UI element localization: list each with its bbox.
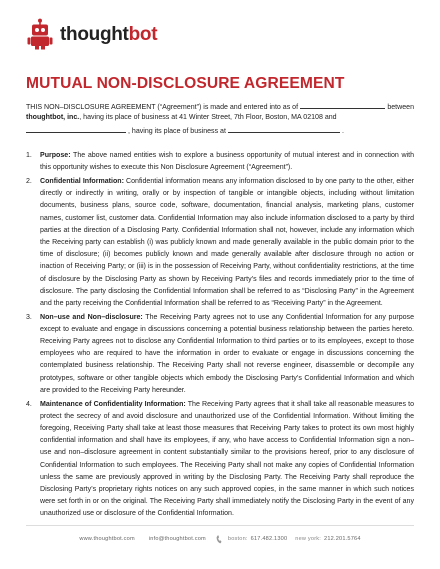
logo-wordmark — [60, 25, 157, 44]
footer-boston-label: boston: — [227, 536, 248, 542]
clause-text: The Receiving Party agrees that it shall take all reasonable measures to protect the secrecy of and avoid disclosure and unauthorized use of the Confidential Information. Without limiting the foregoing, Receiving Party shall take at least those measures that Receiving Party takes to protect its own most highly confidential information and shall have its employees, if any, who have access to Confidential Information sign a non–use and non–disclosure agreement in content substantially similar to the provisions hereof, prior to any disclosure of Confidential Information to such employees. The Receiving Party shall not make any copies of Confidential Information unless the same are previously approved in writing by the Disclosing Party. The Receiving Party shall reproduce the Disclosing Party’s proprietary rights notices on any such approved copies, in the same manner in which such notices were set forth in or on the original. The Receiving Party shall immediately notify the Disclosing Party in the event of any unauthorized use or disclosure of the Confidential Information. — [40, 400, 414, 518]
footer-newyork-label: new york: — [295, 536, 322, 542]
clause-heading: Confidential Information: — [40, 177, 124, 185]
counterparty-address-blank-field[interactable] — [228, 124, 340, 133]
clause-purpose — [26, 150, 414, 174]
footer-boston-phone: 617.482.1300 — [250, 536, 288, 542]
intro-line-3 — [26, 124, 414, 136]
footer-newyork-phone: 212.201.5764 — [324, 536, 361, 542]
intro-text-2: , having its place of business at 41 Winter Street, 7th Floor, Boston, MA 02108 and — [79, 114, 337, 122]
clause-text: The above named entities wish to explore a business opportunity of mutual interest and in connection with this opportunity wishes to execute this Non Disclosure Agreement (“Agreement”). — [40, 152, 414, 172]
intro-text-1b: between — [387, 104, 414, 111]
clause-text: The Receiving Party agrees not to use any Confidential Information for any purpose except to evaluate and engage in discussions concerning a potential business relationship between the parties hereto. Receiving Party agrees not to disclose any Confidential Information to third parties or to its employees, except to those employees who are required to have the information in order to evaluate or engage in discussions concerning the contemplated business relationship. The Receiving Party shall not reverse engineer, disassemble or decompile any prototypes, software or other tangible objects which embody the Disclosing Party’s Confidential Information and which are provided to the Receiving Party hereunder. — [40, 313, 415, 394]
thoughtbot-logo — [26, 18, 157, 50]
clause-list — [26, 150, 414, 522]
intro-text-1a: THIS NON–DISCLOSURE AGREEMENT (“Agreement”) is made and entered into as of — [26, 104, 299, 111]
clause-number: 3. — [26, 313, 32, 321]
clause-confidential-information — [26, 176, 414, 310]
intro-text-3b: . — [341, 128, 344, 136]
intro-text-3a: , having its place of business at — [128, 128, 226, 136]
clause-number: 4. — [26, 400, 32, 408]
logo-text-thought: thought — [60, 23, 129, 45]
phone-icon — [216, 535, 222, 544]
date-blank-field[interactable] — [300, 100, 385, 109]
clause-text: Confidential information means any information disclosed to by one party to the other, either directly or indirectly in writing, orally or by inspection of tangible or intangible objects, including without limitation documents, business plans, source code, software, documentation, financial analysis, marketing plans, customer names, customer list, customer data. Confidential Information may also include information disclosed to a party by third parties at the direction of a Disclosing Party. Confidential Information shall not, however, include any information which the Receiving party can establish (i) was publicly known and made generally available in the public domain prior to the time of disclosure; (ii) becomes publicly known and made generally available after disclosure through no action or inaction of Receiving Party; or (iii) is in the possession of Receiving Party, without confidentiality restrictions, at the time of disclosure by the Disclosing Party as shown by Receiving Party’s files and records immediately prior to the time of disclosure. The party disclosing the Confidential Information shall be referred to as “Disclosing Party” in the Agreement and the party receiving the Confidential Information shall be referred to as “Receiving Party” in the Agreement. — [40, 177, 414, 307]
clause-heading: Non–use and Non–disclosure: — [40, 313, 143, 321]
document-title: MUTUAL NON-DISCLOSURE AGREEMENT — [26, 75, 345, 92]
clause-number: 2. — [26, 177, 32, 185]
intro-line-2 — [26, 112, 414, 124]
clause-maintenance-of-confidentiality — [26, 399, 414, 521]
clause-number: 1. — [26, 152, 32, 159]
counterparty-name-blank-field[interactable] — [26, 124, 126, 133]
clause-heading: Purpose: — [40, 152, 71, 159]
clause-heading: Maintenance of Confidentiality Information: — [40, 400, 186, 408]
logo-text-bot: bot — [128, 23, 158, 45]
intro-line-1 — [26, 100, 414, 112]
intro-paragraph — [26, 100, 414, 137]
clause-non-use-non-disclosure — [26, 312, 414, 397]
robot-logo-icon — [26, 18, 54, 50]
footer-website-link[interactable]: www.thoughtbot.com — [79, 536, 135, 542]
footer-email-link[interactable]: info@thoughtbot.com — [148, 536, 206, 542]
party-name-thoughtbot: thoughtbot, inc. — [26, 114, 80, 122]
page-footer — [26, 525, 414, 552]
